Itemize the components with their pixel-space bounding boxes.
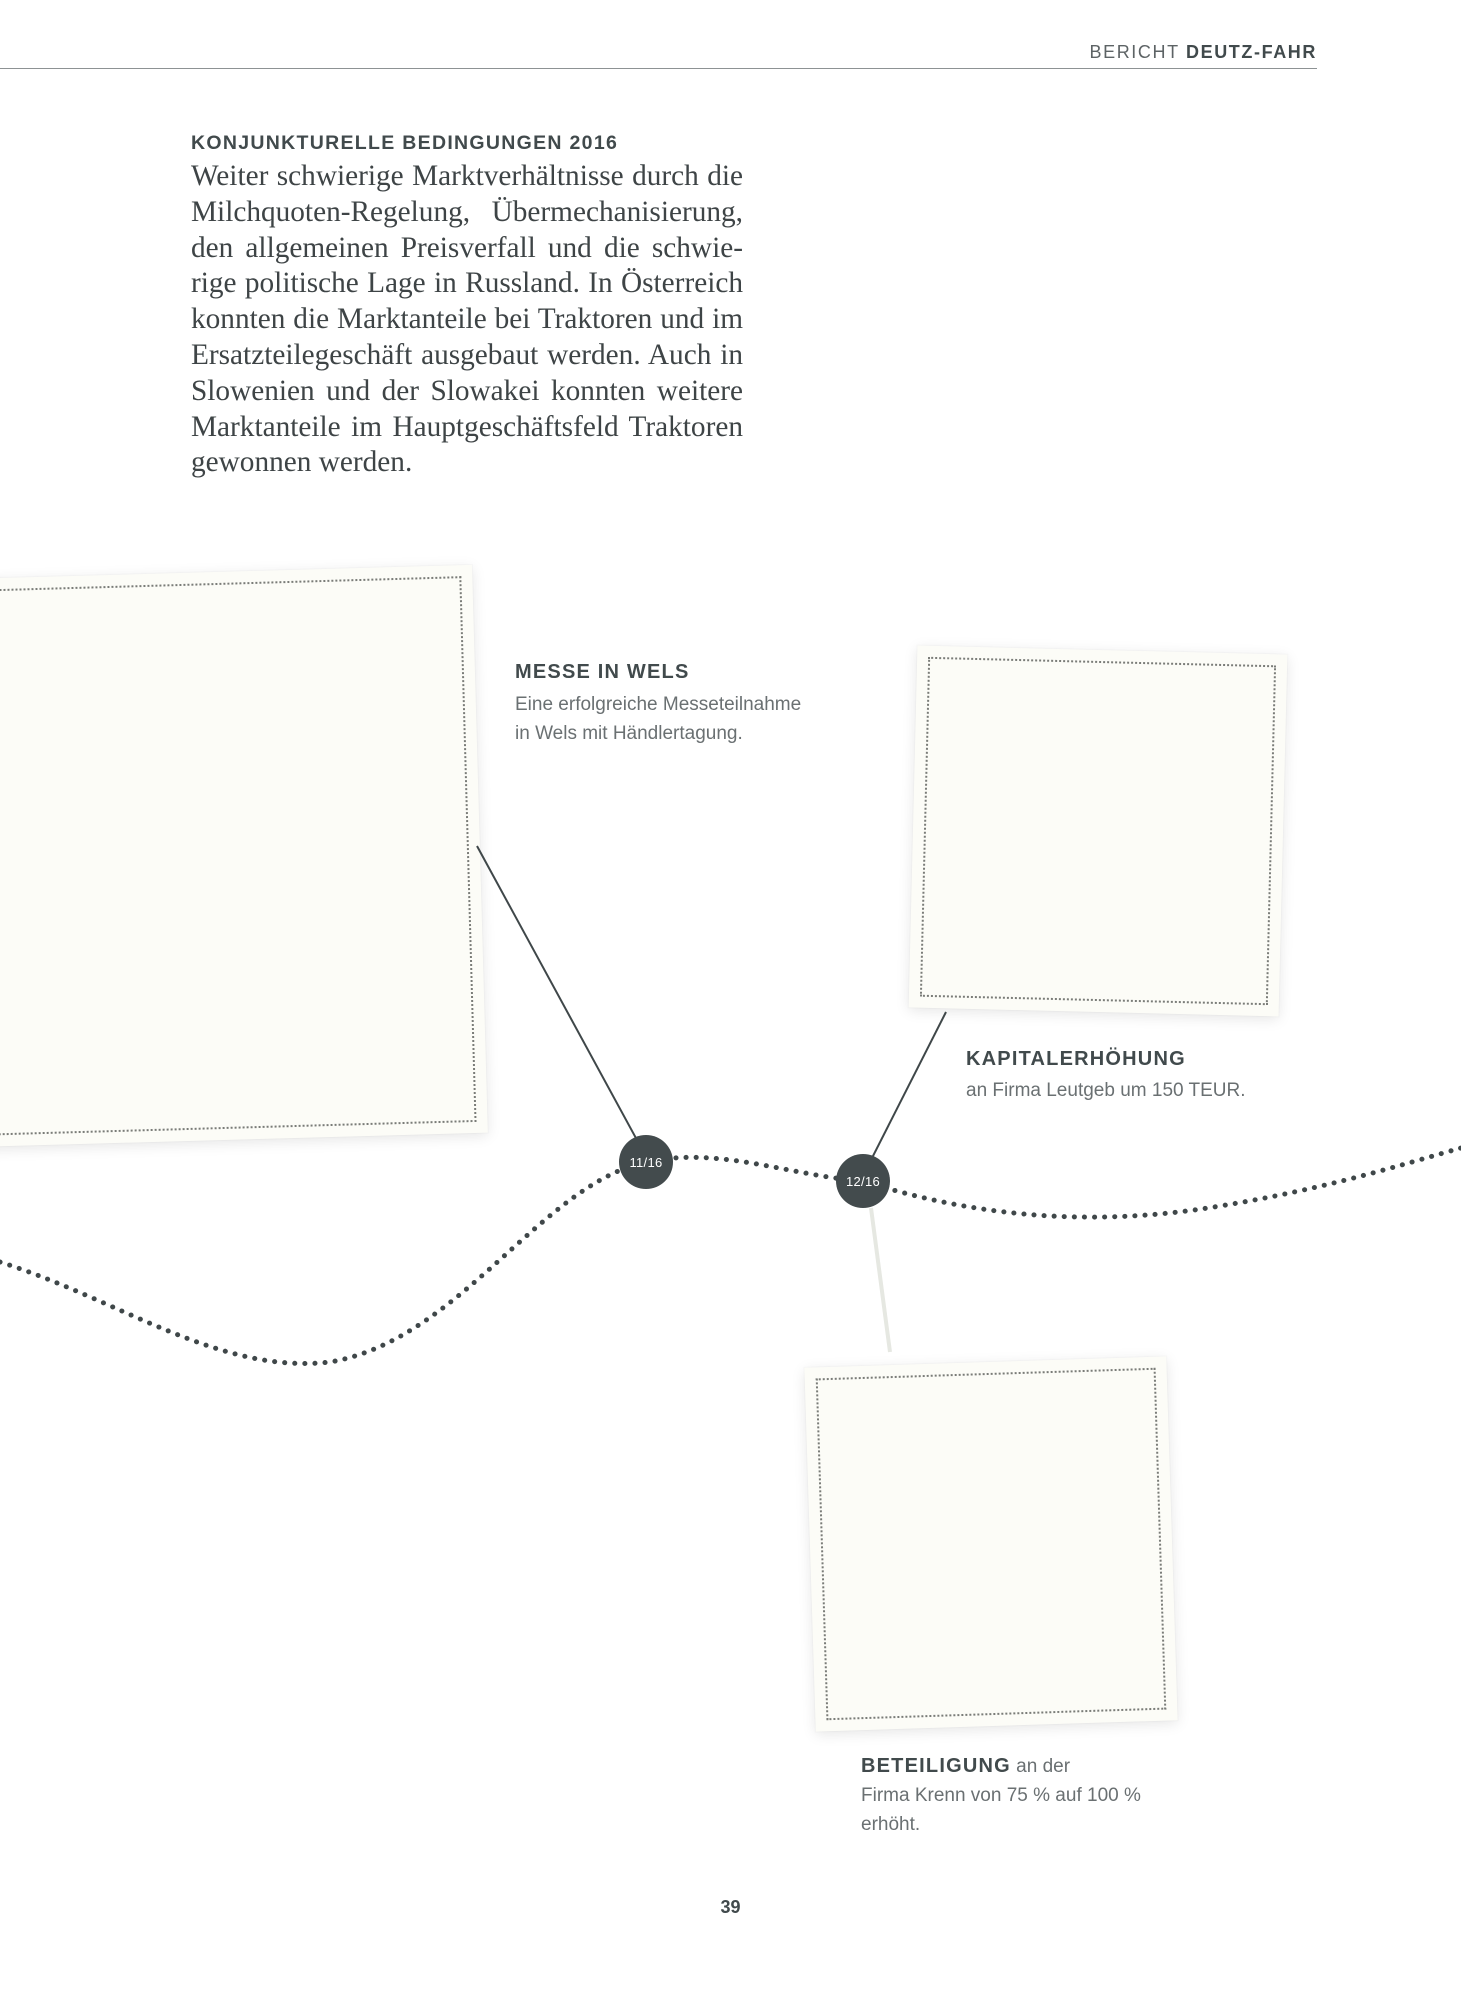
connector-kapital	[872, 1012, 946, 1158]
intro-heading: KONJUNKTURELLE BEDINGUNGEN 2016	[191, 132, 619, 154]
event-messe-title: MESSE IN WELS	[515, 661, 690, 683]
timeline-dotted-path	[0, 1148, 1461, 1363]
event-beteiligung	[861, 1752, 1141, 1839]
event-kapital	[966, 1048, 1306, 1105]
event-messe-text: Eine erfolgreiche Messeteilnahme in Wels mit Händlertagung.	[515, 694, 802, 744]
timeline-marker-12-16: 12/16	[836, 1154, 890, 1208]
intro-body: Weiter schwierige Marktverhältnisse durch die Milchquoten-Regelung, Übermechanisierung, den allgemeinen Preisverfall und die schwierige politische Lage in Russland. In Österreich konnten die Marktanteile bei Traktoren und im Ersatzteilegeschäft ausgebaut werden. Auch in Slowenien und der Slowakei konnten weitere Marktanteile im Hauptgeschäftsfeld Traktoren gewonnen werden.	[191, 160, 743, 479]
header-company: DEUTZ-FAHR	[1186, 42, 1317, 62]
event-kapital-title: KAPITALERHÖHUNG	[966, 1048, 1186, 1070]
event-messe	[515, 661, 815, 748]
header-section: BERICHT	[1089, 42, 1180, 62]
connector-messe	[477, 846, 637, 1140]
connector-beteiligung	[871, 1208, 890, 1352]
page-number: 39	[720, 1897, 741, 1917]
event-beteiligung-body	[861, 1752, 1141, 1781]
timeline-marker-11-16: 11/16	[619, 1135, 673, 1189]
event-kapital-text: an Firma Leutgeb um 150 TEUR.	[966, 1080, 1246, 1101]
event-beteiligung-text: Firma Krenn von 75 % auf 100 % erhöht.	[861, 1785, 1141, 1835]
event-beteiligung-lead: an der	[1010, 1756, 1071, 1777]
event-beteiligung-title: BETEILIGUNG	[861, 1755, 1011, 1777]
